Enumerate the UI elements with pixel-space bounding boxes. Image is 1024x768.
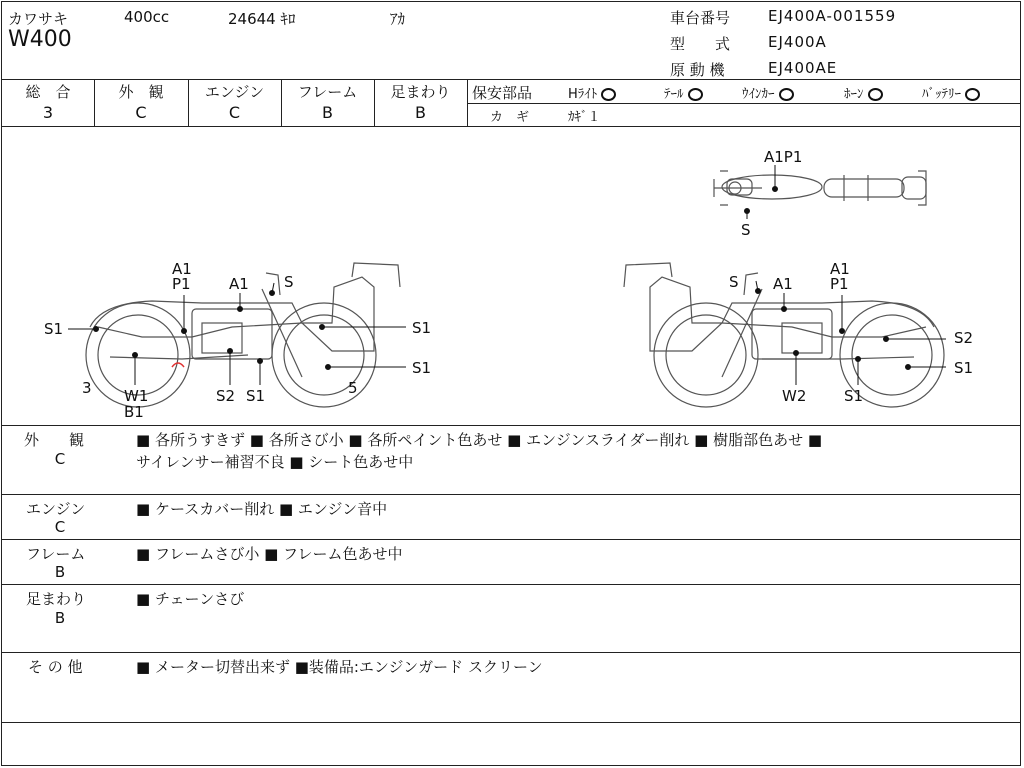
diagram-label: P1 [830,275,849,293]
diagram-label: S1 [412,359,432,377]
safety-headlight [568,83,616,102]
ok-circle-icon [779,88,794,101]
note-category: 足まわり [26,590,87,608]
model-name: W400 [8,27,72,52]
diagram-label: A1 [172,260,192,278]
ok-circle-icon [688,88,703,101]
note-text-line1: ■ 各所うすきず ■ 各所さび小 ■ 各所ペイント色あせ ■ エンジンスライダー削れ ■ 樹脂部色あせ ■ [136,431,823,449]
note-grade: C [54,518,66,536]
note-grade: B [54,563,66,581]
grade-value: C [228,103,241,122]
displacement: 400cc [124,8,170,26]
grade-label: 外 観 [118,83,164,101]
note-text-line1: ■ ケースカバー削れ ■ エンジン音中 [136,500,388,518]
safety-item-label: Hﾗｲﾄ [568,87,598,102]
diagram-label: S [284,273,294,291]
chassis-label: 車台番号 [670,9,731,27]
color: ｱｶ [390,10,406,28]
grade-label: フレーム [297,83,358,101]
diagram-label: A1 [773,275,793,293]
diagram-label: W2 [782,387,807,405]
mileage: 24644 ｷﾛ [228,10,296,28]
diagram-label: W1 [124,387,149,405]
ok-circle-icon [601,88,616,101]
diagram-label: B1 [124,403,144,421]
safety-item-label: ﾃｰﾙ [664,87,684,102]
inspection-sheet [1,1,1021,766]
note-grade: C [54,450,66,468]
diagram-label: S2 [954,329,974,347]
safety-tail [664,83,703,102]
ok-circle-icon [868,88,883,101]
grade-label: エンジン [204,83,265,101]
key-value: ｶｷﾞ１ [568,110,601,125]
diagram-label: A1 [229,275,249,293]
damage-diagram [2,127,1020,425]
diagram-label: A1P1 [764,148,803,166]
safety-title: 保安部品 [472,84,533,102]
type-label: 型 式 [670,35,731,53]
diagram-label: S1 [844,387,864,405]
diagram-label: S [741,221,751,239]
safety-horn [844,83,883,102]
diagram-label: P1 [172,275,191,293]
note-text-line1: ■ フレームさび小 ■ フレーム色あせ中 [136,545,403,563]
note-category: 外 観 [24,431,85,449]
note-category: そ の 他 [28,658,83,676]
diagram-label: S1 [412,319,432,337]
diagram-label: S1 [954,359,974,377]
diagram-label: S2 [216,387,236,405]
note-category: フレーム [26,545,86,563]
diagram-label: 3 [82,379,92,397]
note-grade: B [54,609,66,627]
diagram-label: S1 [246,387,266,405]
engine-value: EJ400AE [768,59,838,77]
safety-winker [742,83,794,102]
ok-circle-icon [965,88,980,101]
note-category: エンジン [26,500,86,518]
safety-item-label: ﾎｰﾝ [844,87,864,102]
engine-label: 原 動 機 [670,61,725,79]
top-view-bike [714,171,926,205]
safety-battery [922,83,980,102]
grade-label: 足まわり [390,83,451,101]
note-text-line2: サイレンサー補習不良 ■ シート色あせ中 [136,453,414,471]
note-text-line1: ■ メーター切替出来ず ■装備品:エンジンガード スクリーン [136,658,543,676]
safety-item-label: ﾊﾞｯﾃﾘｰ [922,87,961,102]
diagram-label: S [729,273,739,291]
grade-value: 3 [42,103,54,122]
chassis-value: EJ400A-001559 [768,7,897,25]
grade-label: 総 合 [25,83,71,101]
diagram-label: S1 [44,320,64,338]
grade-value: C [135,103,147,122]
diagram-label: 5 [348,379,358,397]
type-value: EJ400A [768,33,827,51]
grade-value: B [322,103,333,122]
grade-value: B [415,103,426,122]
note-text-line1: ■ チェーンさび [136,590,245,608]
safety-item-label: ｳｲﾝｶｰ [742,87,775,102]
diagram-label: A1 [830,260,850,278]
maker: カワサキ [8,10,69,28]
key-label: カ ギ [490,110,530,125]
